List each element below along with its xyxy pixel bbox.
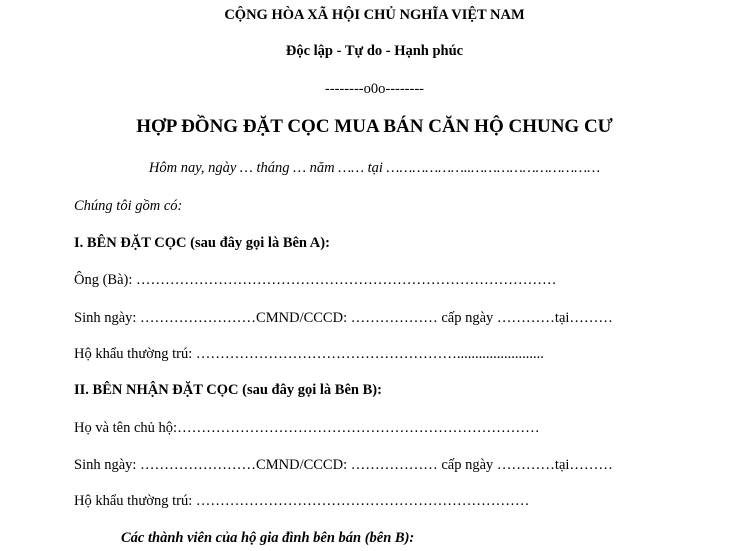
parties-intro: Chúng tôi gồm có: xyxy=(74,198,183,214)
party-b-name-field: Họ và tên chủ hộ:………………………………………………………………… xyxy=(74,420,540,436)
party-a-birth-id-field: Sinh ngày: ……………………CMND/CCCD: ……………… cấp ngày …………tại……… xyxy=(74,310,613,326)
national-title: CỘNG HÒA XÃ HỘI CHỦ NGHĨA VIỆT NAM xyxy=(224,7,525,23)
party-b-heading: II. BÊN NHẬN ĐẶT CỌC (sau đây gọi là Bên B): xyxy=(74,382,382,398)
party-a-name-field: Ông (Bà): …………………………………………………………………………… xyxy=(74,272,557,288)
party-b-members-heading: Các thành viên của hộ gia đình bên bán (bên B): xyxy=(121,530,415,546)
party-b-birth-id-field: Sinh ngày: ……………………CMND/CCCD: ……………… cấp ngày …………tại……… xyxy=(74,457,613,473)
national-motto: Độc lập - Tự do - Hạnh phúc xyxy=(285,43,464,59)
party-b-residence-field: Hộ khẩu thường trú: …………………………………………………………… xyxy=(74,493,530,509)
party-a-residence-field: Hộ khẩu thường trú: ………………………………………………........................ xyxy=(74,346,544,362)
date-place-line: Hôm nay, ngày … tháng … năm …… tại ………………..………………………… xyxy=(148,160,601,176)
party-a-heading: I. BÊN ĐẶT CỌC (sau đây gọi là Bên A): xyxy=(74,235,330,251)
document-title: HỢP ĐỒNG ĐẶT CỌC MUA BÁN CĂN HỘ CHUNG CƯ xyxy=(136,116,613,137)
header-separator: --------o0o-------- xyxy=(324,81,424,97)
